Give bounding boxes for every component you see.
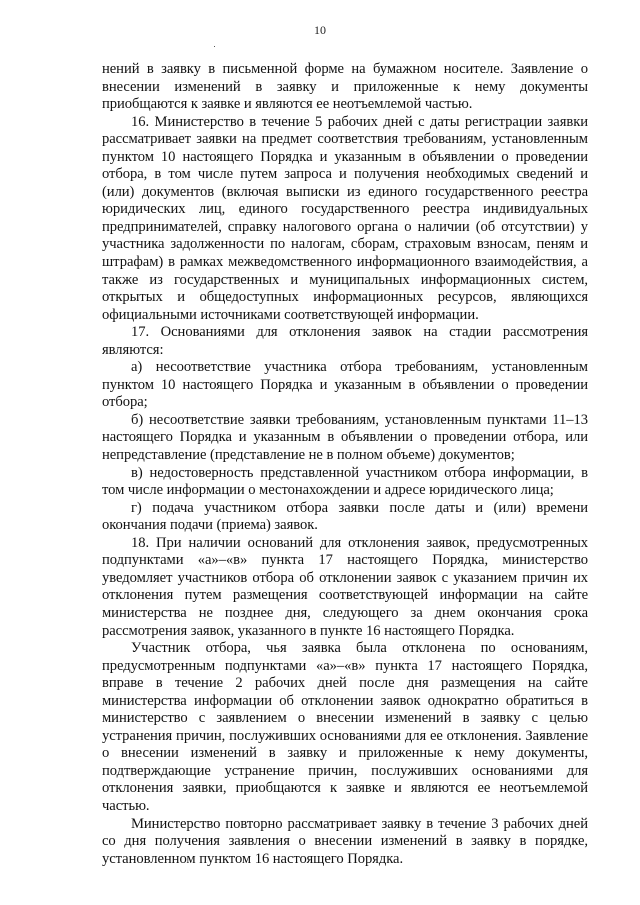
paragraph-clause-17-a: а) несоответствие участника отбора требованиям, установленным пунктом 10 настоящего Порядка и указанным в объявлении о проведении отбора; (102, 359, 588, 411)
paragraph-clause-17-v: в) недостоверность представленной участником отбора информации, в том числе информации о местонахождении и адресе юридического лица; (102, 464, 588, 499)
paragraph-clause-16: 16. Министерство в течение 5 рабочих дней с даты регистрации заявки рассматривает заявки на предмет соответствия требованиям, установленным пунктом 10 настоящего Порядка и указанным в объявлении о проведении отбора, в том числе путем запроса и получения необходимых сведений и (или) документов (включая выписки из единого государственного реестра юридических лиц, единого государственного реестра индивидуальных предпринимателей, справку налогового органа о наличии (об отсутствии) у участника задолженности по налогам, сборам, страховым взносам, пеням и штрафам) в рамках межведомственного информационного взаимодействия, а также из государственных и муниципальных информационных систем, открытых и общедоступных информационных ресурсов, являющихся официальными источниками соответствующей информации. (102, 113, 588, 323)
paragraph-clause-18: 18. При наличии оснований для отклонения заявок, предусмотренных подпунктами «а»–«в» пункта 17 настоящего Порядка, министерство уведомляет участников отбора об отклонении заявок с указанием причин их отклонения путем размещения соответствующей информации на сайте министерства не позднее дня, следующего за днем окончания срока рассмотрения заявок, указанного в пункте 16 настоящего Порядка. (102, 534, 588, 639)
scan-speck (214, 46, 215, 47)
paragraph-clause-18-review: Министерство повторно рассматривает заявку в течение 3 рабочих дней со дня получения заявления о внесении изменений в заявку в порядке, установленном пунктом 16 настоящего Порядка. (102, 815, 588, 867)
document-body (102, 61, 588, 868)
paragraph-clause-17: 17. Основаниями для отклонения заявок на стадии рассмотрения являются: (102, 324, 588, 358)
paragraph-clause-17-g: г) подача участником отбора заявки после даты и (или) времени окончания подачи (приема) заявок. (102, 499, 588, 534)
paragraph-continuation: нений в заявку в письменной форме на бумажном носителе. Заявление о внесении изменений в заявку и приложенные к нему документы приобщаются к заявке и являются ее неотъемлемой частью. (102, 61, 588, 113)
paragraph-clause-17-b: б) несоответствие заявки требованиям, установленным пунктами 11–13 настоящего Порядка и указанным в объявлении о проведении отбора, или непредставление (представление не в полном объеме) документов; (102, 411, 588, 464)
paragraph-clause-18-participant: Участник отбора, чья заявка была отклонена по основаниям, предусмотренным подпунктами «а»–«в» пункта 17 настоящего Порядка, вправе в течение 2 рабочих дней после дня размещения на сайте министерства информации об отклонении заявок однократно обратиться в министерство с заявлением о внесении изменений в заявку с целью устранения причин, послуживших основаниями для ее отклонения. Заявление о внесении изменений в заявку и приложенные к нему документы, подтверждающие устранение причин, послуживших основаниями для отклонения заявки, приобщаются к заявке и являются ее неотъемлемой частью. (102, 640, 588, 814)
page-number: 10 (314, 23, 326, 37)
